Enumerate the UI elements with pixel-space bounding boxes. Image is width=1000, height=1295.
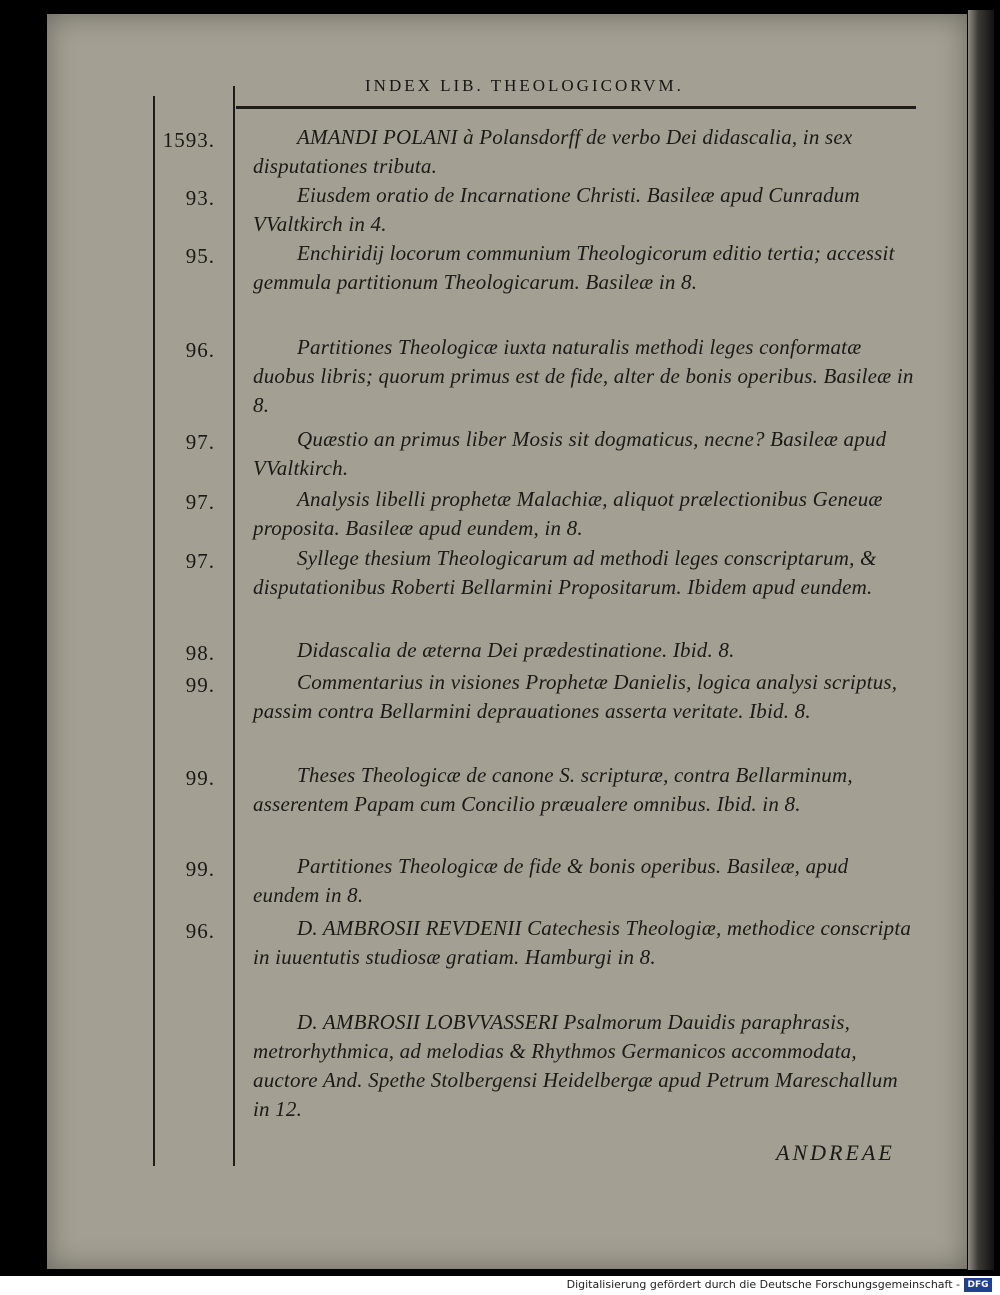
entry-year: 97. <box>185 549 215 573</box>
entry-text: Didascalia de æterna Dei prædestinatione. Ibid. 8. <box>297 638 735 662</box>
entry-year: 93. <box>185 186 215 210</box>
entry-text: AMANDI POLANI à Polansdorff de verbo Dei didascalia, in sex disputationes tributa. <box>253 125 853 178</box>
catchword: ANDREAE <box>776 1140 895 1165</box>
entry-text: Theses Theologicæ de canone S. scripturæ, contra Bellarminum, asserentem Papam cum Concilio præualere omnibus. Ibid. in 8. <box>253 763 853 816</box>
entry-year: 1593. <box>162 128 215 152</box>
entry-year: 99. <box>185 857 215 881</box>
entry-text: Commentarius in visiones Prophetæ Danielis, logica analysi scriptus, passim contra Bellarmini deprauationes asserta veritate. Ibid. 8. <box>253 670 898 723</box>
running-head: INDEX LIB. THEOLOGICORVM. <box>365 76 684 95</box>
entry-year: 97. <box>185 430 215 454</box>
dfg-logo[interactable]: DFG <box>964 1278 992 1292</box>
header-rule <box>236 106 916 109</box>
footer-credit: Digitalisierung gefördert durch die Deutsche Forschungsgemeinschaft - <box>566 1278 960 1291</box>
footer-bar <box>0 1276 1000 1295</box>
entry-year: 99. <box>185 673 215 697</box>
entry-year: 97. <box>185 490 215 514</box>
entry-text: Analysis libelli prophetæ Malachiæ, aliquot prælectionibus Geneuæ proposita. Basileæ apud eundem, in 8. <box>253 487 883 540</box>
entry-year: 96. <box>185 338 215 362</box>
entry-text: Eiusdem oratio de Incarnatione Christi. Basileæ apud Cunradum VValtkirch in 4. <box>253 183 860 236</box>
entry-text: D. AMBROSII LOBVVASSERI Psalmorum Dauidis paraphrasis, metrorhythmica, ad melodias & Rhythmos Germanicos accommodata, auctore And. Spethe Stolbergensi Heidelbergæ apud Petrum Mareschallum in 12. <box>253 1010 898 1121</box>
entry-text: D. AMBROSII REVDENII Catechesis Theologiæ, methodice conscripta in iuuentutis studiosæ gratiam. Hamburgi in 8. <box>253 916 912 969</box>
entry-year: 96. <box>185 919 215 943</box>
page-edge <box>968 10 994 1270</box>
entry-year: 98. <box>185 641 215 665</box>
entry-text: Partitiones Theologicæ iuxta naturalis methodi leges conformatæ duobus libris; quorum primus est de fide, alter de bonis operibus. Basileæ in 8. <box>253 335 914 417</box>
entry-year: 95. <box>185 244 215 268</box>
entry-text: Syllege thesium Theologicarum ad methodi leges conscriptarum, & disputationibus Roberti Bellarmini Propositarum. Ibidem apud eundem. <box>253 546 877 599</box>
margin-rule-right <box>233 86 235 1166</box>
entry-text: Quæstio an primus liber Mosis sit dogmaticus, necne? Basileæ apud VValtkirch. <box>253 427 887 480</box>
entry-text: Enchiridij locorum communium Theologicorum editio tertia; accessit gemmula partitionum Theologicarum. Basileæ in 8. <box>253 241 895 294</box>
entry-year: 99. <box>185 766 215 790</box>
entry-text: Partitiones Theologicæ de fide & bonis operibus. Basileæ, apud eundem in 8. <box>253 854 849 907</box>
